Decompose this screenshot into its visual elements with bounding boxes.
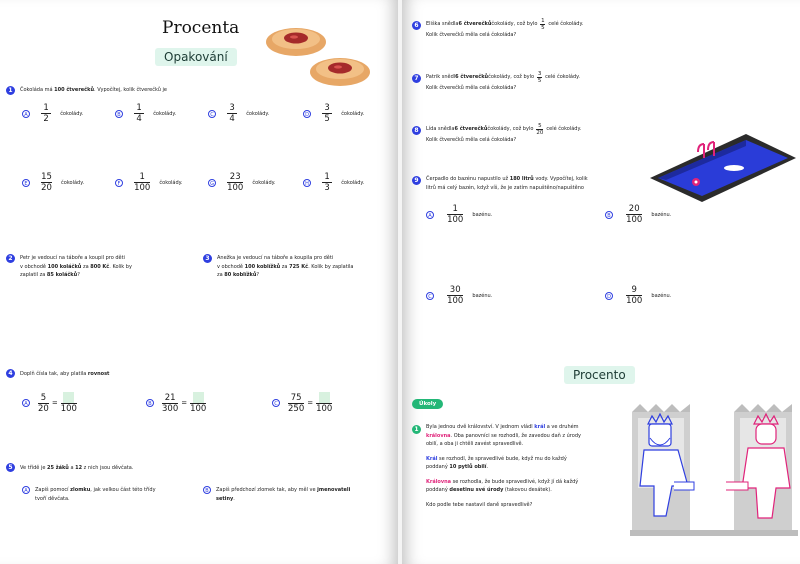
section-heading: Opakování <box>155 48 237 66</box>
option-b: B $\frac{1}{4}$ čokolády. <box>115 103 176 124</box>
question-5a-text: Zapiš pomocí zlomku, jak velkou část této třídy tvoří děvčata. <box>35 487 156 502</box>
question-number: 6 <box>412 21 421 30</box>
question-4-prompt: Doplň čísla tak, aby platila rovnost <box>20 371 110 377</box>
option-a: A $\frac{1}{2}$ čokolády. <box>22 103 83 124</box>
question-number: 8 <box>412 126 421 135</box>
fraction: $\frac{1}{2}$ <box>41 103 51 124</box>
question-3-text: Anežka je vedoucí na táboře a koupila pro děti v obchodě 100 koblížků za 725 Kč. Kolik by zaplatila za 80 koblížků? <box>217 255 354 278</box>
option-letter: A <box>22 110 30 118</box>
question-number: 1 <box>6 86 15 95</box>
story-text: Byla jednou dvě království. V jednom vládl král a ve druhém královna. Oba panovníci se rozhodli, že zavedou daň z úrody obilí, a oba ji chtěli zavést spravedlivě. Král se rozhodl, že spravedlivé bude, když mu do každý poddaný 10 pytlů obilí. Královna se rozhodla, že bude spravedlivé, když jí dá každý poddaný desetinu své úrody (takovou desátek). Kdo podle tebe nastavil daně spravedlivě? <box>426 424 581 508</box>
question-5b-text: Zapiš předchozí zlomek tak, aby měl ve jmenovateli setiny. <box>216 487 351 502</box>
question-9-text: Čerpadlo do bazénu napustilo už 180 litrů vody. Vypočítej, kolik litrů má celý bazén, když víš, že je zatím napuštěno/napuštěno <box>426 176 588 191</box>
equation-b: B $\frac{21}{300}$ = 100 <box>146 392 206 414</box>
option-h: H $\frac{1}{3}$ čokolády. <box>303 172 364 193</box>
question-number: 4 <box>6 369 15 378</box>
question-1-prompt: Čokoláda má 100 čtverečků. Vypočítej, kolik čtverečků je <box>20 87 167 93</box>
right-page <box>402 0 800 564</box>
option-c: C $\frac{3}{4}$ čokolády. <box>208 103 269 124</box>
question-7-text: Patrik snědl 6 čtverečků čokolády, což bylo $\frac{3}{5}$ celé čokolády. Kolik čtverečků měla celá čokoláda? <box>426 71 580 91</box>
section-heading: Procento <box>564 366 635 384</box>
option-g: G $\frac{23}{100}$ čokolády. <box>208 172 275 193</box>
question-number: 9 <box>412 176 421 185</box>
question-6-text: Eliška snědla 6 čtverečků čokolády, což bylo $\frac{1}{5}$ celé čokolády. Kolik čtverečků měla celá čokoláda? <box>426 18 584 38</box>
question-8-text: Lída snědla 6 čtverečků čokolády, což bylo $\frac{5}{20}$ celé čokolády. Kolik čtverečků měla celá čokoláda? <box>426 123 582 143</box>
question-5-prompt: Ve třídě je 25 žáků a 12 z nich jsou děvčata. <box>20 465 134 471</box>
equation-a: A $\frac{5}{20}$ = 100 <box>22 392 77 414</box>
tasks-label: Úkoly <box>412 399 443 409</box>
option-e: E $\frac{15}{20}$ čokolády. <box>22 172 84 193</box>
answer-box[interactable] <box>63 392 74 403</box>
question-number: 7 <box>412 74 421 83</box>
option-c: C $\frac{30}{100}$ bazénu. <box>426 285 492 306</box>
option-letter: B <box>203 486 211 494</box>
swimming-pool-illustration <box>646 130 798 204</box>
question-number: 1 <box>412 425 421 434</box>
option-d: D $\frac{3}{5}$ čokolády. <box>303 103 364 124</box>
answer-box[interactable] <box>319 392 330 403</box>
pastry-illustration <box>264 26 374 90</box>
page-title: Procenta <box>162 18 240 38</box>
answer-box[interactable] <box>193 392 204 403</box>
left-page <box>0 0 398 564</box>
option-f: F $\frac{1}{100}$ čokolády. <box>115 172 182 193</box>
option-letter: A <box>22 486 30 494</box>
king-and-queen-illustration <box>630 402 798 542</box>
option-b: B $\frac{20}{100}$ bazénu. <box>605 204 671 225</box>
option-a: A $\frac{1}{100}$ bazénu. <box>426 204 492 225</box>
option-d: D $\frac{9}{100}$ bazénu. <box>605 285 671 306</box>
question-number: 3 <box>203 254 212 263</box>
question-2-text: Petr je vedoucí na táboře a koupil pro děti v obchodě 100 koláčků za 800 Kč. Kolik by zaplatil za 85 koláčků? <box>20 255 132 278</box>
question-number: 2 <box>6 254 15 263</box>
question-number: 5 <box>6 463 15 472</box>
equation-c: C $\frac{75}{250}$ = 100 <box>272 392 332 414</box>
